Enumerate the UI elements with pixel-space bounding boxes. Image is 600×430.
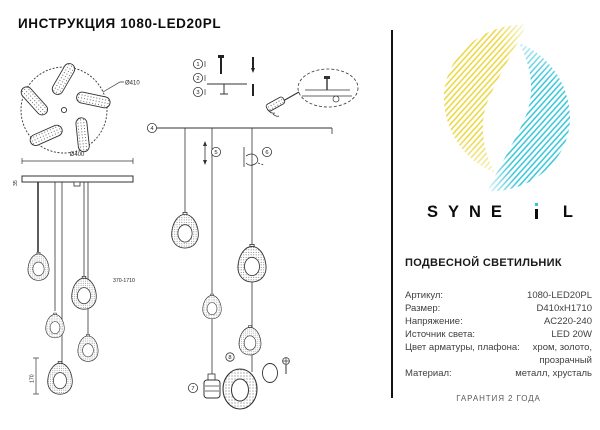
spec-value: AC220-240 (543, 316, 592, 327)
step-number: 7 (191, 386, 195, 393)
spec-list (405, 289, 592, 380)
dim-label-top-diameter: Ø410 (125, 80, 140, 87)
dim-label-width: Ø400 (69, 152, 85, 158)
pendant-icon (28, 252, 49, 280)
spec-value: LED 20W (551, 329, 592, 340)
hand-icon (244, 147, 264, 167)
screwdriver-icon (265, 92, 299, 116)
lamp-front-view-icon (13, 152, 135, 394)
pendant-icon (72, 276, 97, 309)
page-title: ИНСТРУКЦИЯ 1080-LED20PL (18, 16, 222, 31)
spec-value: D410xH1710 (536, 303, 592, 314)
spec-row (405, 341, 592, 367)
dim-label-drop-range: 370-1710 (113, 278, 135, 284)
wordmark-letters: L (562, 203, 573, 221)
spec-row (405, 289, 592, 302)
spec-label: Источник света: (405, 329, 476, 340)
screw-icon (283, 358, 290, 374)
spec-label: Напряжение: (405, 316, 463, 327)
letter-i-bar (535, 209, 538, 220)
pendant-icon (172, 212, 199, 248)
step-number: 1 (196, 62, 200, 69)
warranty-note: ГАРАНТИЯ 2 ГОДА (456, 394, 541, 403)
install-detail-bubble-icon (298, 69, 358, 107)
dim-label-pendant-height: 170 (29, 374, 36, 383)
hanging-adjustment-icon (147, 123, 332, 380)
spec-label: Материал: (405, 368, 452, 379)
wordmark-letter-i (535, 203, 538, 219)
spec-value: хром, золото, прозрачный (532, 342, 592, 366)
step-number: 5 (214, 150, 218, 157)
spec-value: металл, хрусталь (515, 368, 592, 379)
technical-drawing (0, 44, 390, 430)
spec-label: Цвет арматуры, плафона: (405, 342, 520, 353)
letter-i-dot (535, 203, 538, 206)
step-number: 6 (265, 150, 269, 157)
spec-value: 1080-LED20PL (527, 290, 592, 301)
step-number: 4 (150, 126, 154, 133)
brand-wordmark (427, 202, 573, 220)
pendant-icon (78, 334, 98, 361)
dim-label-canopy-height: 35 (13, 180, 19, 186)
pendant-icon (203, 294, 222, 319)
spec-row (405, 315, 592, 328)
mounting-exploded-icon (193, 55, 255, 97)
pendant-icon (48, 361, 73, 394)
spec-label: Размер: (405, 303, 441, 314)
brand-logo-icon (428, 22, 588, 194)
pendant-icon (238, 244, 266, 281)
spec-row (405, 367, 592, 380)
product-type-heading: ПОДВЕСНОЙ СВЕТИЛЬНИК (405, 257, 562, 269)
pendant-icon (239, 326, 261, 355)
wordmark-letters: SYNE (427, 203, 512, 221)
spec-row (405, 302, 592, 315)
canopy-top-view-icon (14, 62, 141, 158)
spec-label: Артикул: (405, 290, 444, 301)
panel-divider (391, 30, 393, 398)
pendant-icon (46, 313, 65, 338)
step-number: 3 (196, 90, 200, 97)
spec-row (405, 328, 592, 341)
socket-detail-icon (188, 353, 289, 409)
step-number: 8 (228, 355, 232, 362)
step-number: 2 (196, 76, 200, 83)
